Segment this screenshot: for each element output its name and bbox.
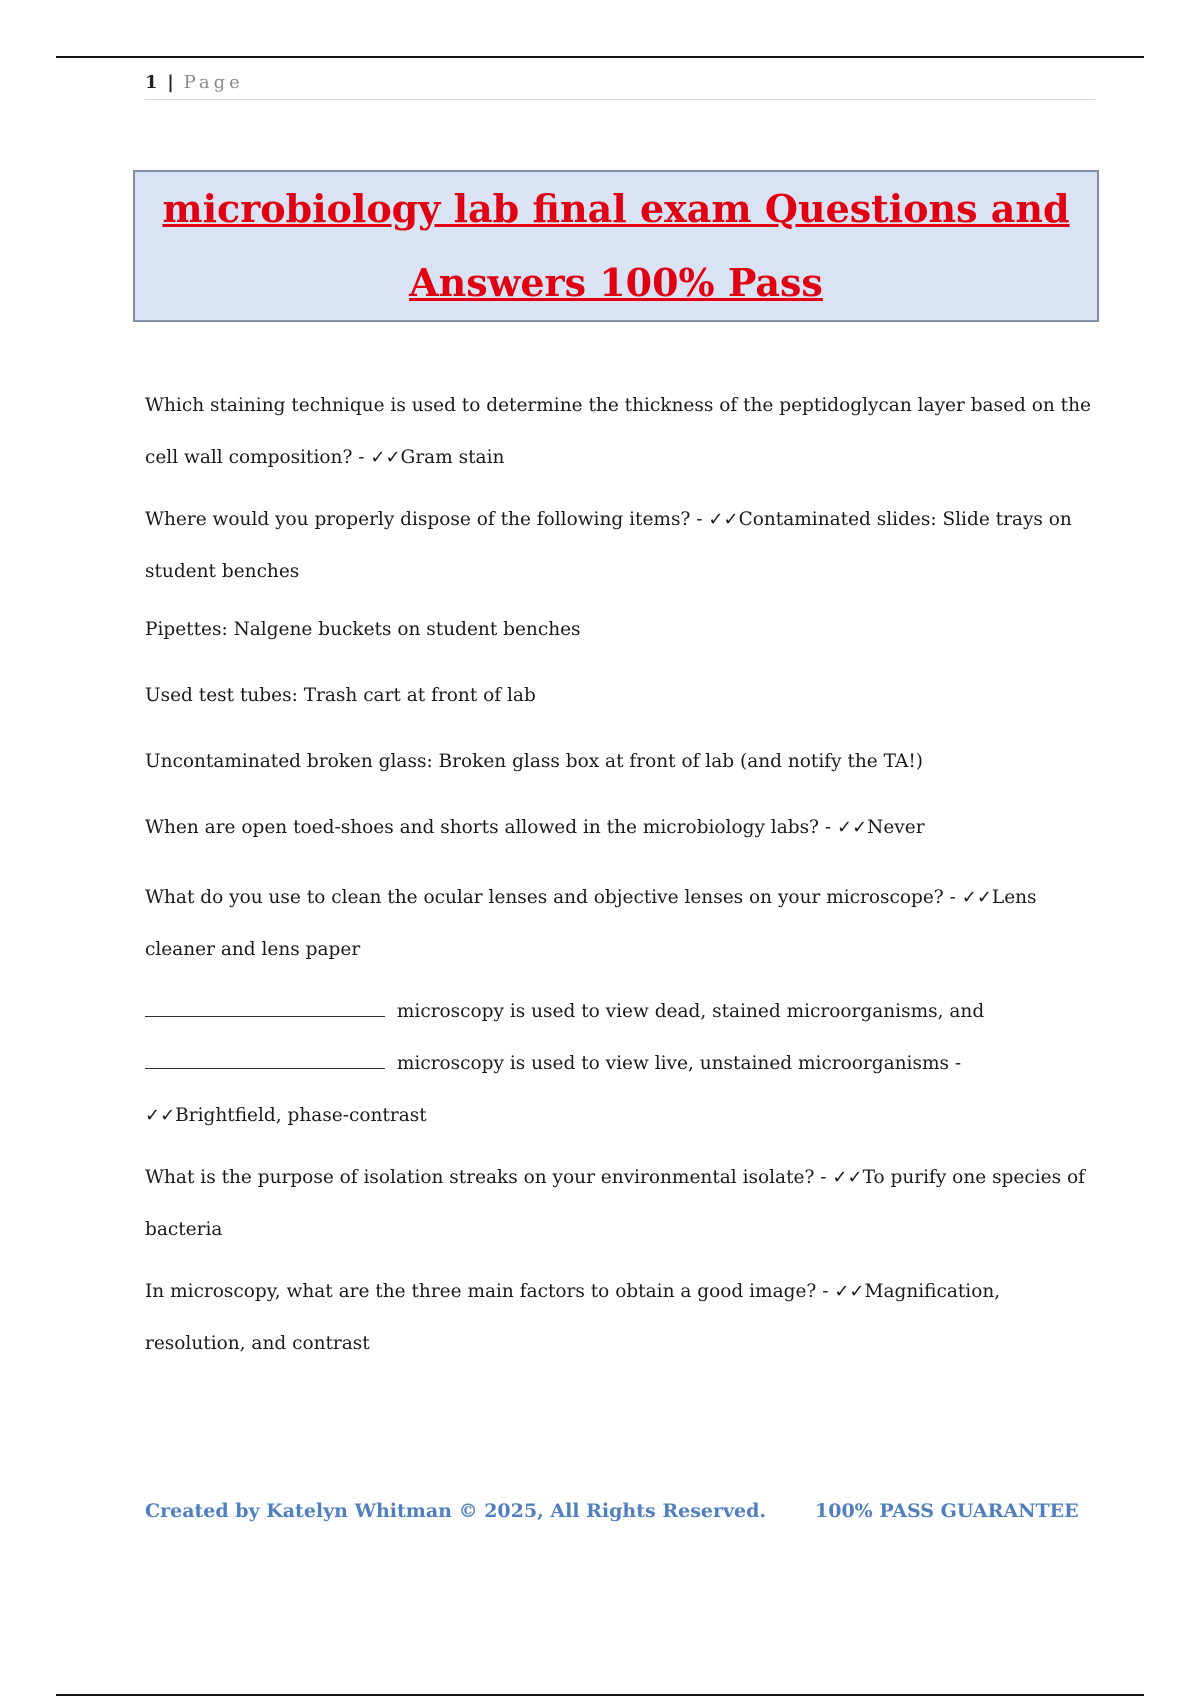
answer-line: Uncontaminated broken glass: Broken glass box at front of lab (and notify the TA!) (145, 751, 923, 772)
check-icon: ✓✓ (145, 1105, 176, 1126)
answer-text: Contaminated slides: Slide trays on student benches (145, 509, 1072, 582)
page-separator: | (167, 72, 174, 93)
answer-text: Brightfield, phase-contrast (175, 1105, 427, 1126)
qa-paragraph (145, 1152, 1095, 1256)
question-text: Which staining technique is used to determine the thickness of the peptidoglycan layer based on the cell wall composition? - (145, 395, 1091, 468)
question-text: In microscopy, what are the three main factors to obtain a good image? - (145, 1281, 835, 1302)
page-header (145, 72, 1095, 100)
answer-text: To purify one species of bacteria (145, 1167, 1085, 1240)
answer-line: Pipettes: Nalgene buckets on student benches (145, 619, 581, 640)
check-icon: ✓✓ (370, 447, 401, 468)
qa-item (145, 872, 1095, 976)
check-icon: ✓✓ (961, 887, 992, 908)
qa-paragraph (145, 380, 1095, 484)
check-icon: ✓✓ (832, 1167, 863, 1188)
fill-blank-item (145, 986, 1095, 1142)
check-icon: ✓✓ (834, 1281, 865, 1302)
qa-item (145, 1266, 1095, 1370)
qa-paragraph (145, 872, 1095, 976)
answer-text: Gram stain (400, 447, 505, 468)
page-number: 1 (145, 72, 158, 93)
check-icon: ✓✓ (708, 509, 739, 530)
guarantee-text: 100% PASS GUARANTEE (815, 1500, 1079, 1522)
blank-line (145, 996, 385, 1017)
question-text: What do you use to clean the ocular lenses and objective lenses on your microscope? - (145, 887, 962, 908)
title-line-1: microbiology lab final exam Questions and (162, 186, 1070, 231)
qa-paragraph (145, 494, 1095, 598)
check-icon: ✓✓ (837, 817, 868, 838)
qa-paragraph (145, 806, 1095, 850)
document-body (145, 380, 1095, 1380)
answer-text: Magnification, resolution, and contrast (145, 1281, 1001, 1354)
qa-item (145, 494, 1095, 598)
qa-paragraph (145, 1266, 1095, 1370)
qa-paragraph (145, 986, 1095, 1142)
answer-line: Used test tubes: Trash cart at front of lab (145, 685, 536, 706)
copyright-text: Created by Katelyn Whitman © 2025, All Rights Reserved. (145, 1500, 767, 1522)
title-box (133, 170, 1099, 322)
qa-item (145, 380, 1095, 484)
question-text: microscopy is used to view live, unstained microorganisms - (391, 1053, 962, 1074)
question-text: When are open toed-shoes and shorts allowed in the microbiology labs? - (145, 817, 837, 838)
qa-item (145, 1152, 1095, 1256)
blank-line (145, 1048, 385, 1069)
top-rule (56, 56, 1144, 58)
question-text: What is the purpose of isolation streaks on your environmental isolate? - (145, 1167, 833, 1188)
answer-text: Lens cleaner and lens paper (145, 887, 1037, 960)
question-text: Where would you properly dispose of the following items? - (145, 509, 709, 530)
title-line-2: Answers 100% Pass (409, 260, 823, 305)
page-word: Page (183, 72, 244, 93)
qa-item (145, 806, 1095, 850)
question-text: microscopy is used to view dead, stained microorganisms, and (391, 1001, 985, 1022)
bottom-rule (56, 1694, 1144, 1696)
answer-text: Never (867, 817, 925, 838)
